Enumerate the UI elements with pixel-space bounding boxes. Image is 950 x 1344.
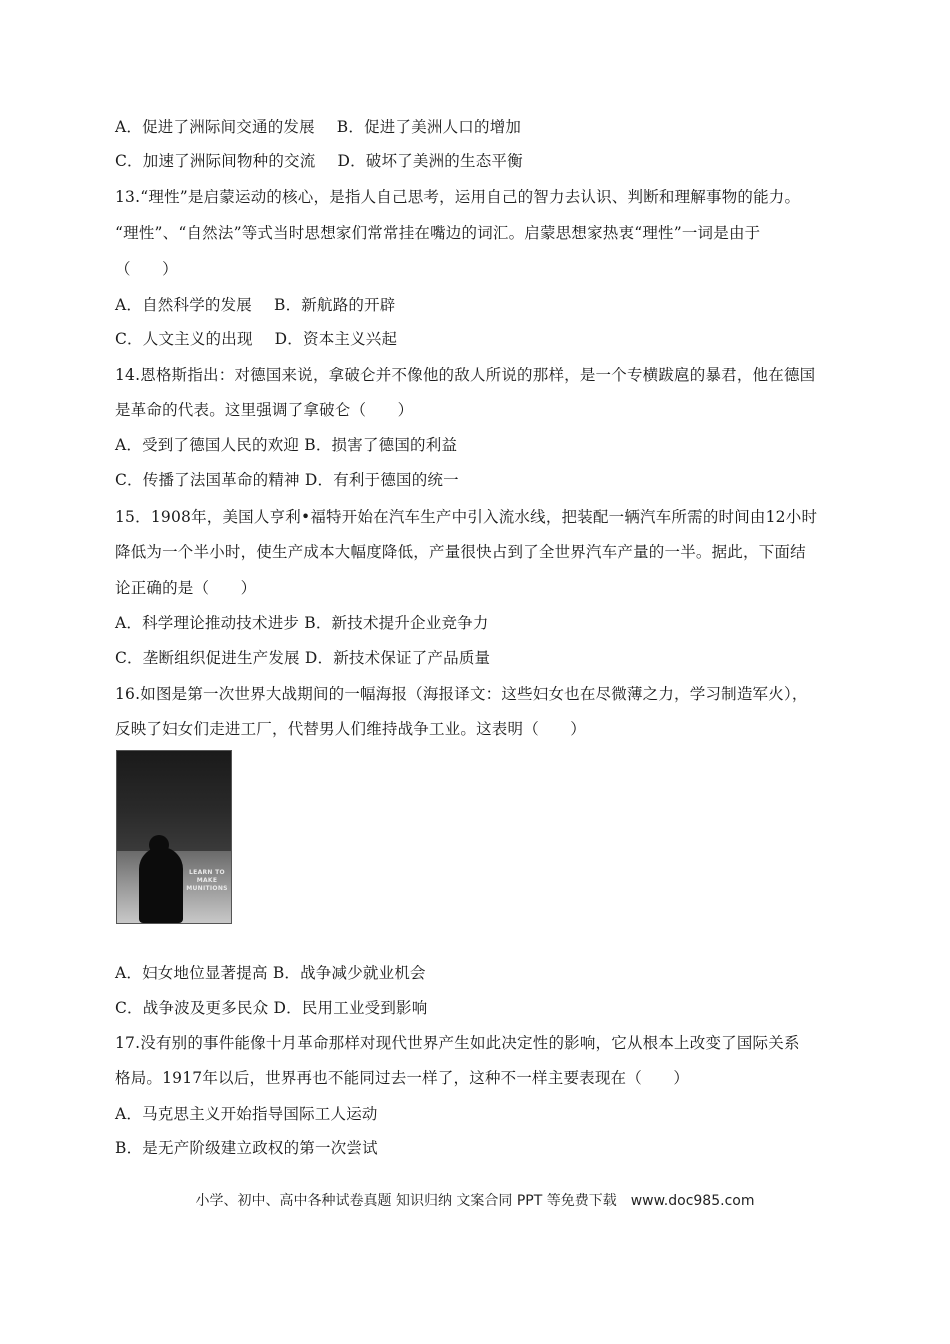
q12-options-row-1 xyxy=(115,116,521,138)
q12-option-a: A．促进了洲际间交通的发展 xyxy=(115,118,315,136)
q12-option-d: D．破坏了美洲的生态平衡 xyxy=(337,152,523,170)
q16-stem-line-2: 反映了妇女们走进工厂，代替男人们维持战争工业。这表明（ ） xyxy=(115,720,587,738)
q13-option-c: C．人文主义的出现 xyxy=(115,330,253,348)
q14-option-b: B．损害了德国的利益 xyxy=(304,436,458,454)
q14-option-c: C．传播了法国革命的精神 xyxy=(115,471,300,489)
poster-sky xyxy=(117,751,231,851)
q14-stem-line-2: 是革命的代表。这里强调了拿破仑（ ） xyxy=(115,401,414,419)
q15-option-d: D．新技术保证了产品质量 xyxy=(304,649,491,667)
q15-stem-line-1: 15．1908年，美国人亨利•福特开始在汽车生产中引入流水线，把装配一辆汽车所需的时间由12小时 xyxy=(115,508,818,526)
q14-options-row-2 xyxy=(115,469,459,491)
q15-options-row-1 xyxy=(115,612,489,634)
q13-option-b: B．新航路的开辟 xyxy=(274,296,396,314)
q16-stem-line-1: 16.如图是第一次世界大战期间的一幅海报（海报译文：这些妇女也在尽微薄之力，学习制造军火）， xyxy=(115,685,808,703)
q16-options-row-2 xyxy=(115,997,427,1019)
q17-stem-line-1: 17.没有别的事件能像十月革命那样对现代世界产生如此决定性的影响，它从根本上改变了国际关系 xyxy=(115,1034,800,1052)
q12-option-b: B．促进了美洲人口的增加 xyxy=(336,118,522,136)
q13-option-a: A．自然科学的发展 xyxy=(115,296,252,314)
q14-options-row-1 xyxy=(115,434,457,456)
q13-option-d: D．资本主义兴起 xyxy=(274,330,398,348)
q17-stem-line-2: 格局。1917年以后，世界再也不能同过去一样了，这种不一样主要表现在（ ） xyxy=(115,1069,690,1087)
q15-option-b: B．新技术提升企业竞争力 xyxy=(304,614,489,632)
q13-options-row-1 xyxy=(115,294,396,316)
q15-stem-line-2: 降低为一个半小时，使生产成本大幅度降低，产量很快占到了全世界汽车产量的一半。据此，下面结 xyxy=(115,543,806,561)
q13-stem-line-3: （ ） xyxy=(115,260,178,278)
q16-option-b: B．战争减少就业机会 xyxy=(272,964,426,982)
q17-option-b: B．是无产阶级建立政权的第一次尝试 xyxy=(115,1139,378,1157)
q16-option-d: D．民用工业受到影响 xyxy=(273,999,428,1017)
q15-options-row-2 xyxy=(115,647,490,669)
q13-stem-line-2: “理性”、“自然法”等式当时思想家们常常挂在嘴边的词汇。启蒙思想家热衷“理性”一词是由于 xyxy=(115,224,761,242)
q15-stem-line-3: 论正确的是（ ） xyxy=(115,579,257,597)
q14-option-a: A．受到了德国人民的欢迎 xyxy=(115,436,300,454)
poster-figure-silhouette xyxy=(139,847,183,923)
poster-caption: LEARN TO MAKE MUNITIONS xyxy=(186,869,228,892)
q17-option-a: A．马克思主义开始指导国际工人运动 xyxy=(115,1105,378,1123)
q12-option-c: C．加速了洲际间物种的交流 xyxy=(115,152,316,170)
q16-option-a: A．妇女地位显著提高 xyxy=(115,964,268,982)
q13-stem-line-1: 13.“理性”是启蒙运动的核心，是指人自己思考，运用自己的智力去认识、判断和理解事物的能力。 xyxy=(115,188,801,206)
q15-option-c: C．垄断组织促进生产发展 xyxy=(115,649,300,667)
q12-options-row-2 xyxy=(115,150,523,172)
q15-option-a: A．科学理论推动技术进步 xyxy=(115,614,300,632)
q16-option-c: C．战争波及更多民众 xyxy=(115,999,269,1017)
wwi-munitions-poster-image xyxy=(116,750,232,924)
q14-option-d: D．有利于德国的统一 xyxy=(304,471,459,489)
q16-options-row-1 xyxy=(115,962,426,984)
page-footer: 小学、初中、高中各种试卷真题 知识归纳 文案合同 PPT 等免费下载 www.doc985.com xyxy=(195,1193,755,1209)
q14-stem-line-1: 14.恩格斯指出：对德国来说，拿破仑并不像他的敌人所说的那样，是一个专横跋扈的暴君，他在德国 xyxy=(115,366,816,384)
q13-options-row-2 xyxy=(115,328,397,350)
